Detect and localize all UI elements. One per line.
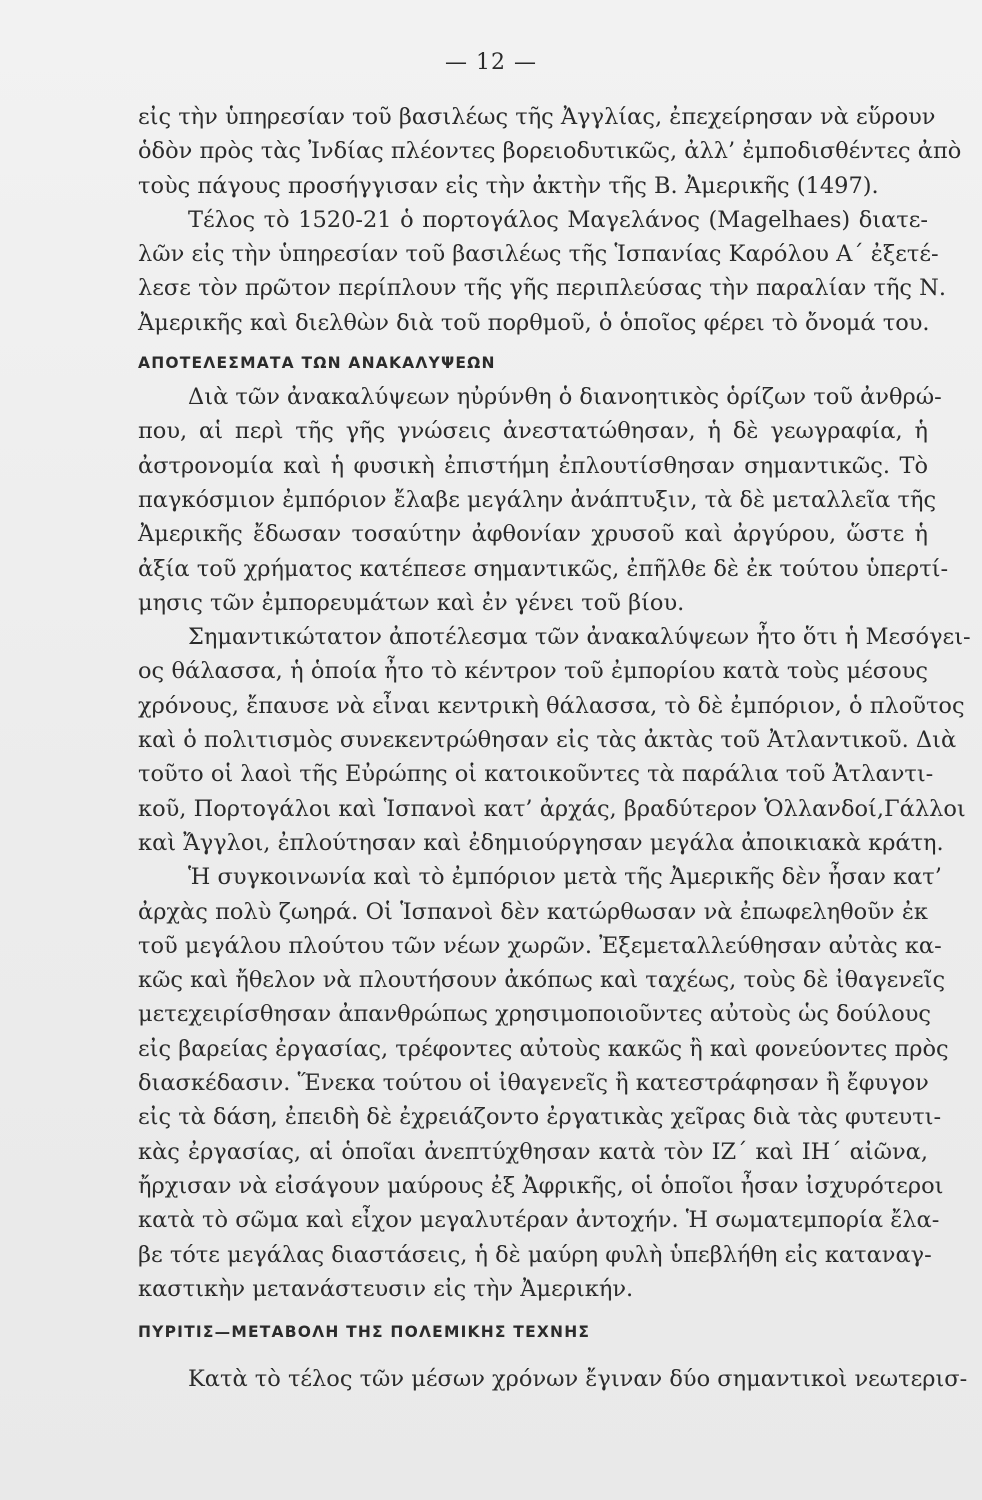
page-text (138, 100, 971, 1396)
page-number: — 12 — (445, 50, 537, 75)
text-line: κὰς ἐργασίας, αἱ ὁποῖαι ἀνεπτύχθησαν κατὰ τὸν ΙΖ΄ καὶ ΙΗ΄ αἰῶνα, (138, 1138, 928, 1165)
text-line: καὶ ὁ πολιτισμὸς συνεκεντρώθησαν εἰς τὰς ἀκτὰς τοῦ Ἀτλαντικοῦ. Διὰ (138, 727, 957, 754)
text-line: Ἀμερικῆς ἔδωσαν τοσαύτην ἀφθονίαν χρυσοῦ καὶ ἀργύρου, ὥστε ἡ (138, 521, 928, 548)
text-line: λῶν εἰς τὴν ὑπηρεσίαν τοῦ βασιλέως τῆς Ἱσπανίας Καρόλου Α΄ ἐξετέ- (138, 241, 939, 268)
text-line: Ἡ συγκοινωνία καὶ τὸ ἐμπόριον μετὰ τῆς Ἀμερικῆς δὲν ἦσαν κατ’ (188, 864, 942, 891)
text-line: ἀρχὰς πολὺ ζωηρά. Οἱ Ἱσπανοὶ δὲν κατώρθωσαν νὰ ἐπωφεληθοῦν ἐκ (138, 898, 928, 925)
text-line: χρόνους, ἔπαυσε νὰ εἶναι κεντρικὴ θάλασσα, τὸ δὲ ἐμπόριον, ὁ πλοῦτος (138, 692, 965, 719)
text-line: τοῦ μεγάλου πλούτου τῶν νέων χωρῶν. Ἐξεμεταλλεύθησαν αὐτὰς κα- (138, 932, 942, 959)
text-line: Σημαντικώτατον ἀποτέλεσμα τῶν ἀνακαλύψεων ἦτο ὅτι ἡ Μεσόγει- (188, 624, 971, 651)
text-line: τοῦτο οἱ λαοὶ τῆς Εὐρώπης οἱ κατοικοῦντες τὰ παράλια τοῦ Ἀτλαντι- (138, 761, 934, 788)
text-line: Κατὰ τὸ τέλος τῶν μέσων χρόνων ἔγιναν δύο σημαντικοὶ νεωτερισ- (188, 1366, 968, 1393)
text-line: τοὺς πάγους προσήγγισαν εἰς τὴν ἀκτὴν τῆς Β. Ἀμερικῆς (1497). (138, 172, 879, 199)
text-line: καὶ Ἄγγλοι, ἐπλούτησαν καὶ ἐδημιούργησαν μεγάλα ἀποικιακὰ κράτη. (138, 829, 944, 856)
text-line: βε τότε μεγάλας διαστάσεις, ἡ δὲ μαύρη φυλὴ ὑπεβλήθη εἰς καταναγ- (138, 1241, 932, 1268)
text-line: κοῦ, Πορτογάλοι καὶ Ἱσπανοὶ κατ’ ἀρχάς, βραδύτερον Ὁλλανδοί,Γάλλοι (138, 795, 966, 822)
text-line: κῶς καὶ ἤθελον νὰ πλουτήσουν ἀκόπως καὶ ταχέως, τοὺς δὲ ἰθαγενεῖς (138, 967, 946, 994)
text-line: μετεχειρίσθησαν ἀπανθρώπως χρησιμοποιοῦντες αὐτοὺς ὡς δούλους (138, 1001, 932, 1028)
text-line: καστικὴν μετανάστευσιν εἰς τὴν Ἀμερικήν. (138, 1275, 634, 1302)
text-line: ος θάλασσα, ἡ ὁποία ἦτο τὸ κέντρον τοῦ ἐμπορίου κατὰ τοὺς μέσους (138, 658, 928, 685)
section-heading: ΑΠΟΤΕΛΕΣΜΑΤΑ ΤΩΝ ΑΝΑΚΑΛΥΨΕΩΝ (138, 354, 496, 373)
text-line: διασκέδασιν. Ἕνεκα τούτου οἱ ἰθαγενεῖς ἢ κατεστράφησαν ἢ ἔφυγον (138, 1070, 929, 1097)
text-line: λεσε τὸν πρῶτον περίπλουν τῆς γῆς περιπλεύσας τὴν παραλίαν τῆς Ν. (138, 275, 947, 302)
text-line: ὁδὸν πρὸς τὰς Ἰνδίας πλέοντες βορειοδυτικῶς, ἀλλ’ ἐμποδισθέντες ἀπὸ (138, 138, 962, 165)
text-line: που, αἱ περὶ τῆς γῆς γνώσεις ἀνεστατώθησαν, ἡ δὲ γεωγραφία, ἡ (138, 418, 928, 445)
text-line: Διὰ τῶν ἀνακαλύψεων ηὐρύνθη ὁ διανοητικὸς ὁρίζων τοῦ ἀνθρώ- (188, 384, 942, 411)
text-line: εἰς τὴν ὑπηρεσίαν τοῦ βασιλέως τῆς Ἀγγλίας, ἐπεχείρησαν νὰ εὕρουν (138, 104, 936, 130)
text-line: κατὰ τὸ σῶμα καὶ εἶχον μεγαλυτέραν ἀντοχήν. Ἡ σωματεμπορία ἔλα- (138, 1207, 940, 1234)
text-line: Ἀμερικῆς καὶ διελθὼν διὰ τοῦ πορθμοῦ, ὁ ὁποῖος φέρει τὸ ὄνομά του. (138, 309, 930, 336)
text-line: Τέλος τὸ 1520-21 ὁ πορτογάλος Μαγελάνος (Magelhaes) διατε- (188, 206, 928, 233)
text-line: εἰς βαρείας ἐργασίας, τρέφοντες αὐτοὺς κακῶς ἢ καὶ φονεύοντες πρὸς (138, 1035, 949, 1062)
text-line: εἰς τὰ δάση, ἐπειδὴ δὲ ἐχρειάζοντο ἐργατικὰς χεῖρας διὰ τὰς φυτευτι- (138, 1104, 942, 1131)
text-line: παγκόσμιον ἐμπόριον ἔλαβε μεγάλην ἀνάπτυξιν, τὰ δὲ μεταλλεῖα τῆς (138, 486, 937, 513)
section-heading: ΠΥΡΙΤΙΣ—ΜΕΤΑΒΟΛΗ ΤΗΣ ΠΟΛΕΜΙΚΗΣ ΤΕΧΝΗΣ (138, 1323, 591, 1342)
text-line: μησις τῶν ἐμπορευμάτων καὶ ἐν γένει τοῦ βίου. (138, 589, 685, 616)
text-line: ἀστρονομία καὶ ἡ φυσικὴ ἐπιστήμη ἐπλουτίσθησαν σημαντικῶς. Τὸ (138, 452, 928, 479)
text-line: ἀξία τοῦ χρήματος κατέπεσε σημαντικῶς, ἐπῆλθε δὲ ἐκ τούτου ὑπερτί- (138, 555, 949, 582)
text-line: ἤρχισαν νὰ εἰσάγουν μαύρους ἐξ Ἀφρικῆς, οἱ ὁποῖοι ἦσαν ἰσχυρότεροι (138, 1172, 944, 1199)
